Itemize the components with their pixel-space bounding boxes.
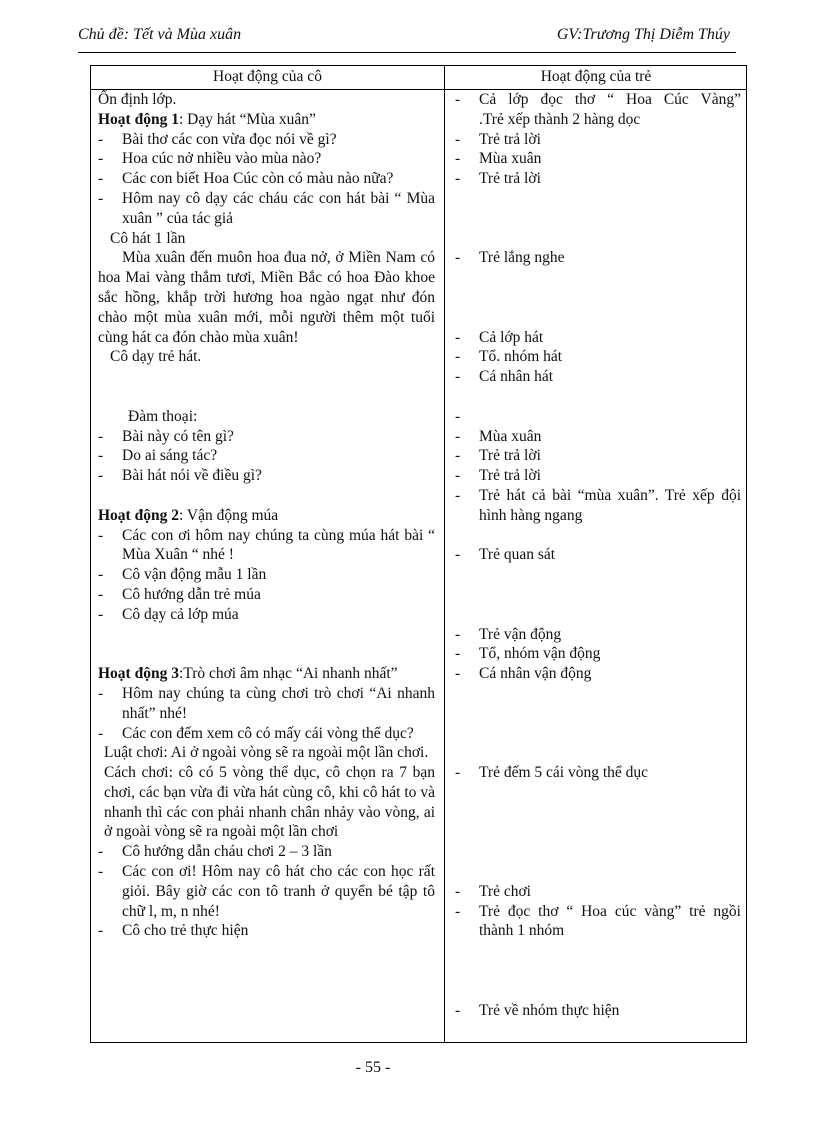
activity-heading-label: Hoạt động 3 — [98, 665, 179, 683]
bullet: - — [455, 645, 461, 663]
child-item — [455, 248, 741, 268]
bullet: - — [455, 447, 461, 465]
header-topic: Chủ đề: Tết và Mùa xuân — [78, 26, 242, 43]
child-item — [455, 367, 741, 387]
teacher-item-text: Hôm nay cô dạy các cháu các con hát bài “ Mùa xuân ” của tác giả — [122, 189, 435, 227]
teacher-line: Đàm thoại: — [128, 407, 198, 425]
bullet: - — [98, 843, 104, 861]
child-item-text: Tổ. nhóm hát — [479, 348, 563, 366]
child-item — [455, 882, 741, 902]
teacher-item — [98, 189, 435, 229]
teacher-item-text: Cô hướng dẫn cháu chơi 2 – 3 lần — [122, 843, 332, 861]
bullet: - — [98, 724, 104, 742]
bullet: - — [455, 546, 461, 564]
child-item — [455, 446, 741, 466]
child-item-text: Trẻ vận động — [479, 625, 562, 643]
child-item — [455, 169, 741, 189]
activity-2-heading — [98, 506, 435, 526]
teacher-item — [98, 724, 435, 744]
child-item-text: Trẻ đếm 5 cái vòng thể dục — [479, 764, 649, 782]
teacher-item — [98, 466, 435, 486]
teacher-item — [98, 565, 435, 585]
child-item — [455, 328, 741, 348]
bullet: - — [98, 447, 104, 465]
child-item-text: Trẻ trả lời — [479, 170, 541, 188]
teacher-item-text: Cô dạy cả lớp múa — [122, 605, 239, 623]
child-item — [455, 486, 741, 526]
activity-3-heading — [98, 664, 435, 684]
child-item-text: Trẻ đọc thơ “ Hoa cúc vàng” trẻ ngồi thành 1 nhóm — [479, 902, 741, 940]
activity-1-heading — [98, 110, 435, 130]
child-item — [455, 427, 741, 447]
teacher-item — [98, 605, 435, 625]
child-item — [455, 130, 741, 150]
bullet: - — [455, 328, 461, 346]
teacher-item-text: Hoa cúc nở nhiều vào mùa nào? — [122, 150, 322, 168]
teacher-item — [98, 149, 435, 169]
teacher-item — [98, 130, 435, 150]
teacher-item — [98, 169, 435, 189]
teacher-item-text: Cô hướng dẫn trẻ múa — [122, 585, 261, 603]
child-line: .Trẻ xếp thành 2 hàng dọc — [479, 110, 641, 128]
child-item-text: Cá nhân hát — [479, 368, 554, 386]
child-item — [455, 347, 741, 367]
children-activities — [455, 90, 741, 1020]
bullet: - — [455, 249, 461, 267]
teacher-item-text: Các con ơi! Hôm nay cô hát cho các con học rất giỏi. Bây giờ các con tô tranh ở quyển bé tập tô chữ l, m, n nhé! — [122, 863, 435, 920]
teacher-item-text: Các con ơi hôm nay chúng ta cùng múa hát bài “ Mùa Xuân “ nhé ! — [122, 526, 435, 564]
teacher-item-text: Hôm nay chúng ta cùng chơi trò chơi “Ai nhanh nhất” nhé! — [122, 684, 435, 722]
bullet: - — [98, 605, 104, 623]
child-item-text: Trẻ trả lời — [479, 130, 541, 148]
bullet: - — [455, 902, 461, 920]
child-item — [455, 149, 741, 169]
teacher-item — [98, 585, 435, 605]
child-item — [455, 466, 741, 486]
bullet: - — [455, 1001, 461, 1019]
child-item — [455, 763, 741, 783]
teacher-item — [98, 526, 435, 566]
bullet: - — [98, 130, 104, 148]
child-item — [455, 545, 741, 565]
child-item — [455, 902, 741, 942]
bullet: - — [98, 566, 104, 584]
activity-heading-label: Hoạt động 2 — [98, 506, 179, 524]
bullet: - — [455, 150, 461, 168]
teacher-activities — [98, 90, 435, 941]
child-item — [455, 90, 741, 110]
teacher-item — [98, 862, 435, 921]
bullet: - — [98, 863, 104, 881]
bullet: - — [455, 486, 461, 504]
activity-heading-title: :Trò chơi âm nhạc “Ai nhanh nhất” — [178, 665, 398, 683]
child-item-text: Trẻ về nhóm thực hiện — [479, 1001, 620, 1019]
bullet: - — [98, 922, 104, 940]
bullet: - — [455, 130, 461, 148]
child-item-text: Trẻ trả lời — [479, 467, 541, 485]
teacher-item — [98, 684, 435, 724]
bullet: - — [98, 526, 104, 544]
bullet: - — [455, 91, 461, 108]
teacher-line: Cô hát 1 lần — [110, 229, 186, 247]
child-item — [455, 644, 741, 664]
teacher-item-text: Do ai sáng tác? — [122, 447, 218, 465]
bullet: - — [98, 150, 104, 168]
teacher-item — [98, 842, 435, 862]
bullet: - — [455, 427, 461, 445]
child-item — [455, 664, 741, 684]
bullet: - — [455, 882, 461, 900]
bullet: - — [455, 407, 461, 425]
teacher-line: Cô dạy trẻ hát. — [110, 348, 202, 366]
bullet: - — [455, 170, 461, 188]
teacher-column-header: Hoạt động của cô — [213, 68, 322, 85]
activity-heading-title: : Vận động múa — [178, 506, 279, 524]
activity-heading-label: Hoạt động 1 — [98, 110, 179, 128]
game-rules: Luật chơi: Ai ở ngoài vòng sẽ ra ngoài một lần chơi. — [104, 744, 429, 762]
teacher-item-text: Cô cho trẻ thực hiện — [122, 922, 249, 940]
header-rule — [78, 52, 736, 53]
bullet: - — [98, 684, 104, 702]
teacher-item-text: Bài hát nói về điều gì? — [122, 467, 262, 485]
child-item-text: Trẻ lắng nghe — [479, 249, 565, 267]
bullet: - — [98, 427, 104, 445]
bullet: - — [98, 189, 104, 207]
page-number: - 55 - — [355, 1059, 391, 1076]
bullet: - — [455, 625, 461, 643]
bullet: - — [455, 368, 461, 386]
child-item-text — [479, 407, 741, 427]
child-item — [455, 625, 741, 645]
teacher-item — [98, 427, 435, 447]
activity-table — [90, 65, 747, 1043]
child-item — [455, 1001, 741, 1021]
teacher-item-text: Bài này có tên gì? — [122, 427, 234, 445]
teacher-item-text: Các con đếm xem cô có mấy cái vòng thể dục? — [122, 724, 414, 742]
column-divider — [444, 66, 445, 1042]
bullet: - — [455, 348, 461, 366]
child-item-text: Trẻ quan sát — [479, 546, 556, 564]
bullet: - — [455, 665, 461, 683]
game-instructions: Cách chơi: cô có 5 vòng thể dục, cô chọn ra 7 bạn chơi, các bạn vừa đi vừa hát cùng cô, khi cô hát to và nhanh thì các con phải nhanh chân nhảy vào vòng, ai ở ngoài vòng sẽ ra ngoài một lần chơi — [104, 764, 435, 841]
activity-heading-title: : Dạy hát “Mùa xuân” — [178, 110, 316, 128]
bullet: - — [98, 170, 104, 188]
child-item-text: Trẻ trả lời — [479, 447, 541, 465]
bullet: - — [455, 467, 461, 485]
child-item-text: Cá nhân vận động — [479, 665, 592, 683]
children-column-header: Hoạt động của trẻ — [540, 68, 652, 85]
bullet: - — [98, 585, 104, 603]
teacher-line: Ổn định lớp. — [98, 91, 177, 108]
teacher-item — [98, 921, 435, 941]
bullet: - — [98, 467, 104, 485]
teacher-item-text: Bài thơ các con vừa đọc nói về gì? — [122, 130, 337, 148]
child-item-text: Mùa xuân — [479, 150, 542, 168]
child-item-text: Tổ, nhóm vận động — [479, 645, 601, 663]
teacher-item-text: Các con biết Hoa Cúc còn có màu nào nữa? — [122, 170, 394, 188]
child-item-text: Trẻ chơi — [479, 882, 531, 900]
teacher-item — [98, 446, 435, 466]
teacher-paragraph: Mùa xuân đến muôn hoa đua nở, ở Miền Nam có hoa Mai vàng thắm tươi, Miền Bắc có hoa Đào khoe sắc hồng, khắp trời hương hoa ngào ngạt như đón chào một mùa xuân mới, mỗi người thêm một tuổi cùng hát ca đón chào mùa xuân! — [98, 249, 435, 346]
child-item-text: Mùa xuân — [479, 427, 542, 445]
child-item-text: Cả lớp hát — [479, 328, 544, 346]
teacher-item-text: Cô vận động mẫu 1 lần — [122, 566, 267, 584]
bullet: - — [455, 764, 461, 782]
child-item-text: Trẻ hát cả bài “mùa xuân”. Trẻ xếp đội hình hàng ngang — [479, 486, 741, 524]
child-item-text: Cả lớp đọc thơ “ Hoa Cúc Vàng” — [479, 91, 741, 108]
child-item — [455, 407, 741, 427]
header-teacher: GV:Trương Thị Diễm Thúy — [556, 26, 730, 43]
